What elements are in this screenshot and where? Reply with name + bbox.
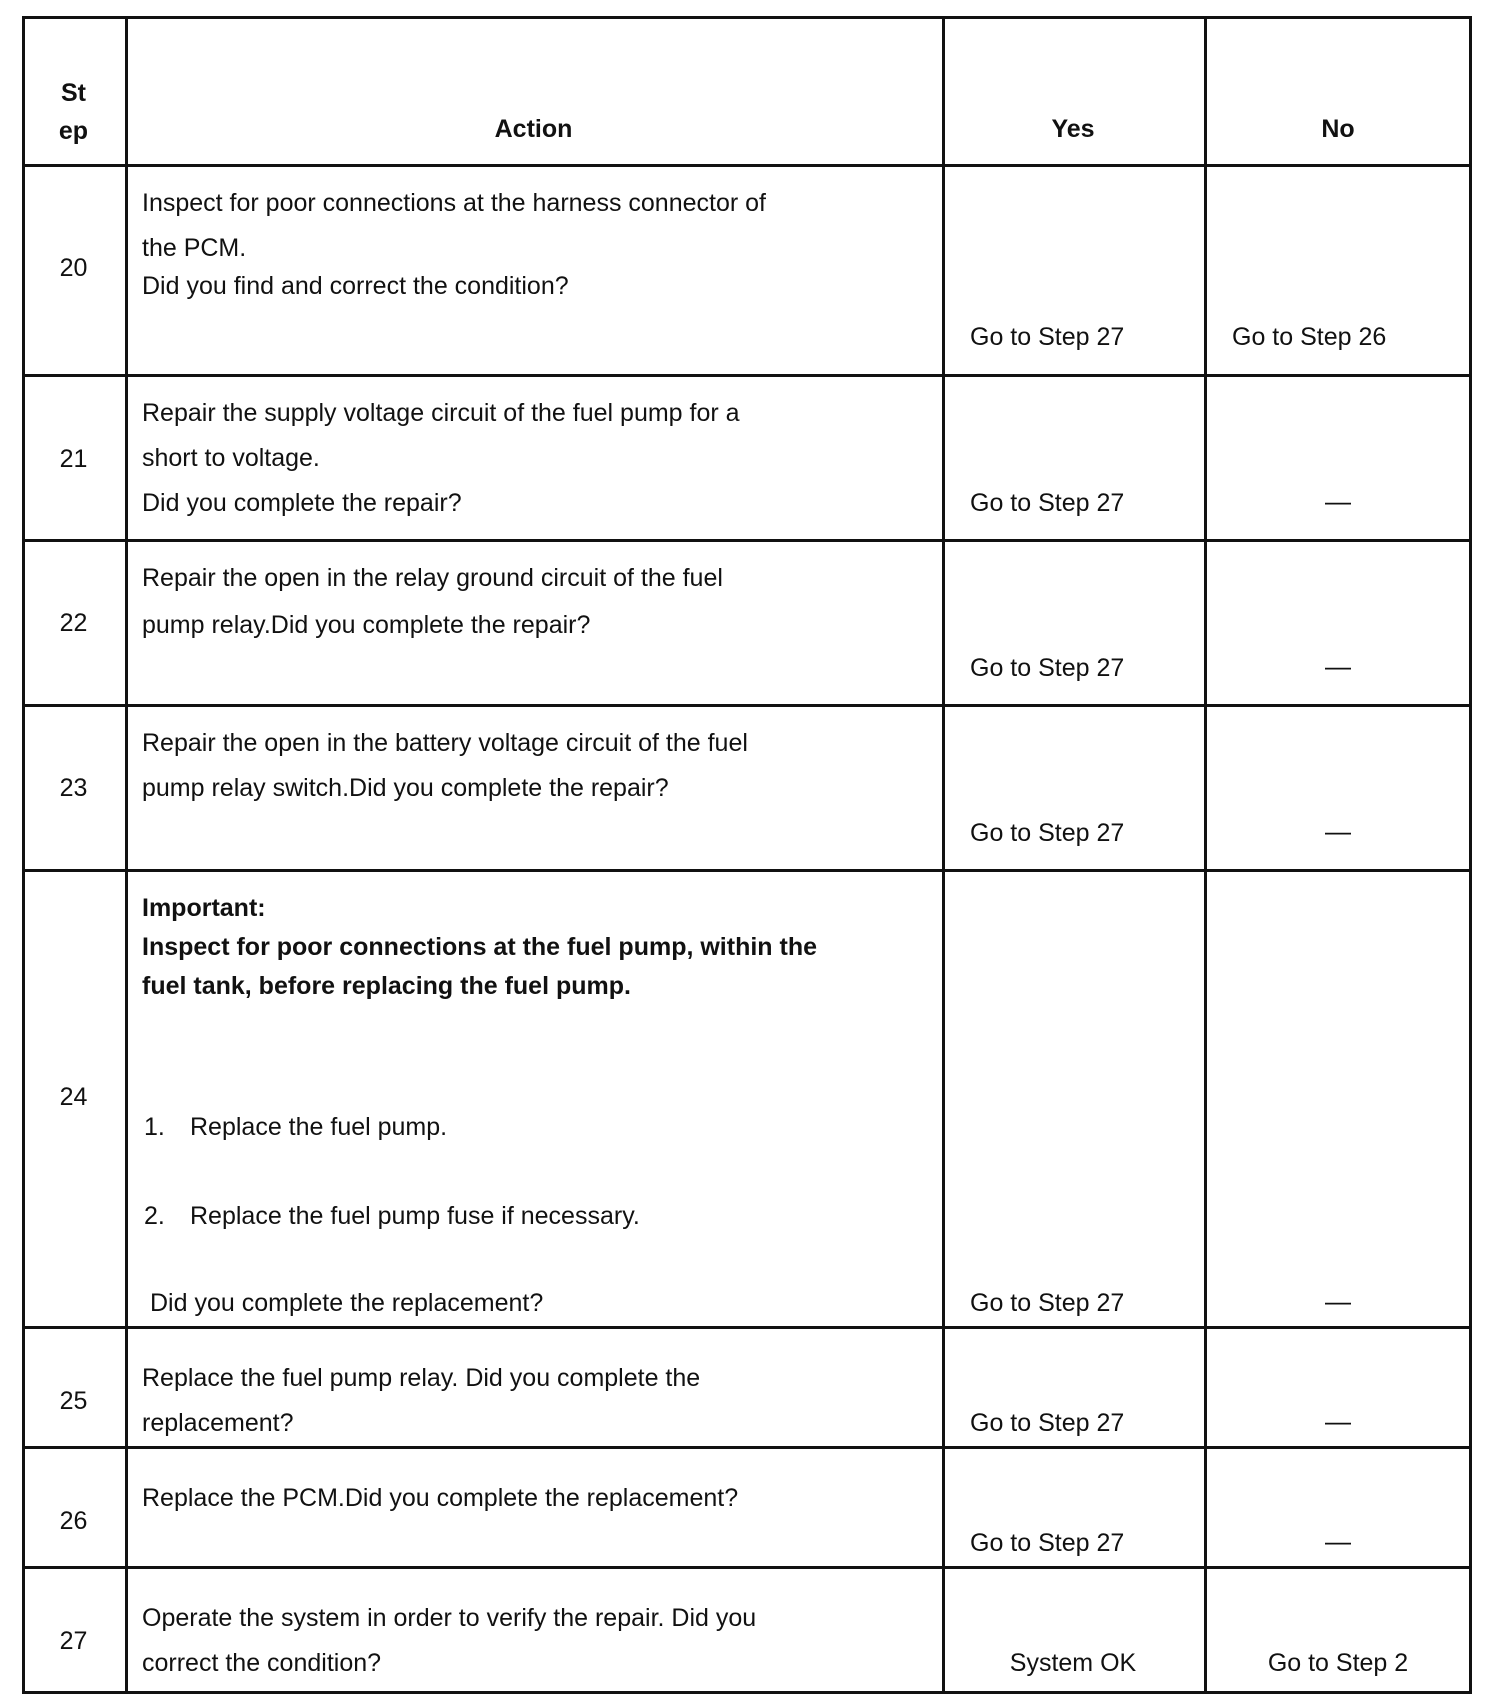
no-result: —	[1325, 1406, 1351, 1436]
action-text: Replace the fuel pump relay. Did you complete the	[142, 1364, 701, 1392]
action-text: pump relay switch.Did you complete the repair?	[142, 774, 669, 802]
row-divider	[22, 539, 1472, 542]
column-divider	[1204, 16, 1207, 1694]
important-text: Inspect for poor connections at the fuel pump, within the	[142, 933, 818, 961]
action-question: Did you complete the replacement?	[150, 1289, 544, 1317]
action-text: Repair the supply voltage circuit of the fuel pump for a	[142, 399, 740, 427]
step-number: 27	[59, 1627, 88, 1655]
action-text: the PCM.	[142, 234, 247, 262]
step-number: 20	[59, 254, 88, 282]
action-text: Repair the open in the battery voltage circuit of the fuel	[142, 729, 748, 757]
no-result: —	[1325, 1286, 1351, 1316]
action-text: short to voltage.	[142, 444, 320, 472]
diagnostic-table	[22, 16, 1472, 1694]
header-step: St ep	[58, 79, 89, 145]
column-divider	[125, 16, 128, 1694]
action-text: Did you complete the repair?	[142, 489, 462, 517]
row-divider	[22, 704, 1472, 707]
yes-result: System OK	[1009, 1649, 1137, 1677]
action-text: Operate the system in order to verify the repair. Did you	[142, 1604, 757, 1632]
important-text: fuel tank, before replacing the fuel pump.	[142, 972, 631, 1000]
action-text: Repair the open in the relay ground circuit of the fuel	[142, 564, 723, 592]
no-result: Go to Step 26	[1232, 323, 1387, 351]
yes-result: Go to Step 27	[970, 654, 1125, 682]
step-number: 21	[59, 445, 88, 473]
header-yes: Yes	[1051, 115, 1095, 143]
action-text: Replace the PCM.Did you complete the replacement?	[142, 1484, 739, 1512]
yes-result: Go to Step 27	[970, 1289, 1125, 1317]
row-divider	[22, 1446, 1472, 1449]
no-result: —	[1325, 816, 1351, 846]
action-text: pump relay.Did you complete the repair?	[142, 611, 591, 639]
action-text: Did you find and correct the condition?	[142, 272, 569, 300]
step-number: 23	[59, 774, 88, 802]
table-border-right	[1469, 16, 1472, 1694]
header-action: Action	[494, 115, 573, 143]
yes-result: Go to Step 27	[970, 1409, 1125, 1437]
list-item: Replace the fuel pump fuse if necessary.	[190, 1202, 640, 1230]
step-number: 26	[59, 1507, 88, 1535]
action-text: correct the condition?	[142, 1649, 382, 1677]
yes-result: Go to Step 27	[970, 489, 1125, 517]
important-label: Important:	[142, 894, 266, 922]
yes-result: Go to Step 27	[970, 819, 1125, 847]
row-divider	[22, 1326, 1472, 1329]
action-text: Inspect for poor connections at the harness connector of	[142, 189, 766, 217]
yes-result: Go to Step 27	[970, 1529, 1125, 1557]
list-item: Replace the fuel pump.	[190, 1113, 448, 1141]
row-divider	[22, 164, 1472, 167]
action-text: replacement?	[142, 1409, 294, 1437]
no-result: —	[1325, 1526, 1351, 1556]
no-result: Go to Step 2	[1267, 1649, 1409, 1677]
row-divider	[22, 1566, 1472, 1569]
no-result: —	[1325, 651, 1351, 681]
step-number: 24	[59, 1083, 88, 1111]
row-divider	[22, 869, 1472, 872]
yes-result: Go to Step 27	[970, 323, 1125, 351]
step-number: 25	[59, 1387, 88, 1415]
row-divider	[22, 374, 1472, 377]
table-border-top	[22, 16, 1472, 19]
list-number: 1.	[144, 1113, 165, 1141]
header-no: No	[1321, 115, 1355, 143]
no-result: —	[1325, 486, 1351, 516]
column-divider	[942, 16, 945, 1694]
table-border-bottom	[22, 1691, 1472, 1694]
step-number: 22	[59, 609, 88, 637]
list-number: 2.	[144, 1202, 165, 1230]
